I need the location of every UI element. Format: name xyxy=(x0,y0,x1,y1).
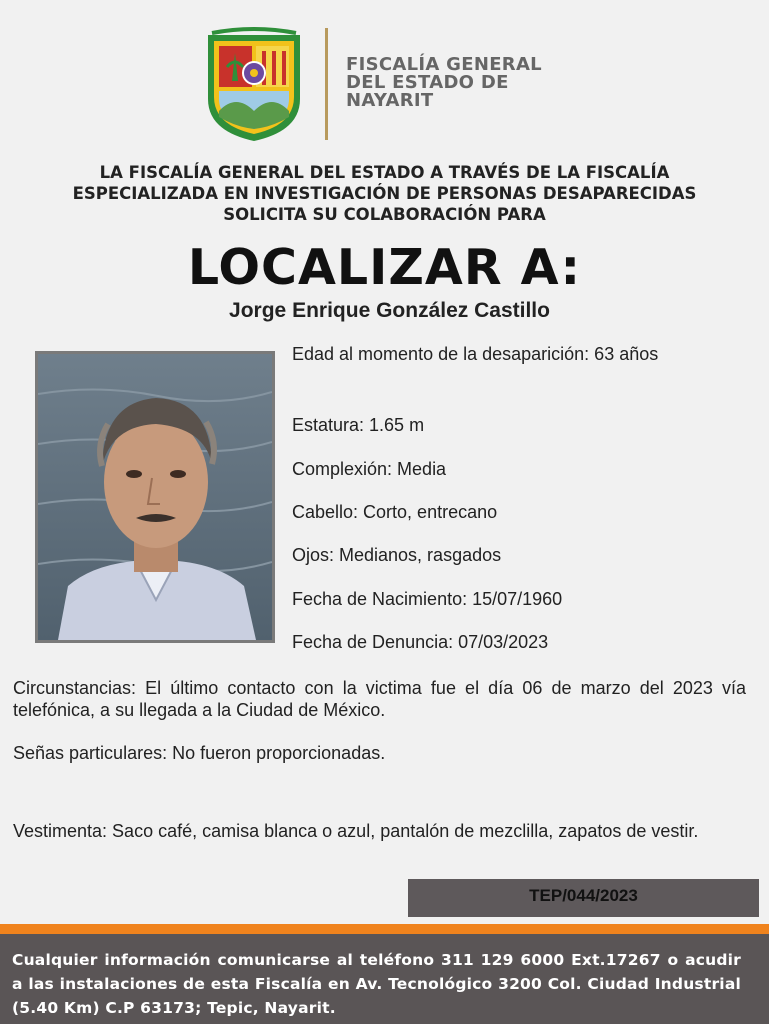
distinguishing-marks: Señas particulares: No fueron proporcionadas. xyxy=(13,743,386,763)
header xyxy=(0,22,769,147)
missing-person-name: Jorge Enrique González Castillo xyxy=(229,299,550,322)
field-report-date: Fecha de Denuncia: 07/03/2023 xyxy=(292,632,549,652)
agency-name-line-1: FISCALÍA GENERAL xyxy=(346,54,542,75)
agency-name-line-2: DEL ESTADO DE xyxy=(346,72,509,93)
intro-line-1: LA FISCALÍA GENERAL DEL ESTADO A TRAVÉS DE LA FISCALÍA xyxy=(99,163,670,182)
header-divider xyxy=(325,28,328,140)
agency-name-line-3: NAYARIT xyxy=(346,90,434,111)
field-eyes: Ojos: Medianos, rasgados xyxy=(292,545,502,565)
agency-name xyxy=(346,56,542,110)
footer xyxy=(0,934,769,1024)
footer-contact-info: Cualquier información comunicarse al teléfono 311 129 6000 Ext.17267 o acudir a las instalaciones de esta Fiscalía en Av. Tecnológico 3200 Col. Ciudad Industrial (5.40 Km) C.P 63173; Tepic, Nayarit. xyxy=(12,951,741,1017)
field-age: Edad al momento de la desaparición: 63 años xyxy=(292,344,659,364)
person-photo xyxy=(35,351,275,643)
field-hair: Cabello: Corto, entrecano xyxy=(292,502,498,522)
intro-line-3: SOLICITA SU COLABORACIÓN PARA xyxy=(223,205,546,224)
headline: LOCALIZAR A: xyxy=(187,239,582,296)
state-seal-logo xyxy=(202,27,306,143)
case-number: TEP/044/2023 xyxy=(529,886,638,905)
field-build: Complexión: Media xyxy=(292,459,447,479)
intro-text xyxy=(0,162,769,225)
circumstances-paragraph: Circunstancias: El último contacto con la victima fue el día 06 de marzo del 2023 vía telefónica, a su llegada a la Ciudad de México. xyxy=(13,678,746,720)
footer-accent-bar xyxy=(0,924,769,934)
intro-line-2: ESPECIALIZADA EN INVESTIGACIÓN DE PERSONAS DESAPARECIDAS xyxy=(72,184,697,203)
case-number-box xyxy=(408,879,759,917)
clothing-paragraph: Vestimenta: Saco café, camisa blanca o azul, pantalón de mezclilla, zapatos de vestir. xyxy=(13,821,699,841)
field-birth-date: Fecha de Nacimiento: 15/07/1960 xyxy=(292,589,563,609)
field-height: Estatura: 1.65 m xyxy=(292,415,425,435)
